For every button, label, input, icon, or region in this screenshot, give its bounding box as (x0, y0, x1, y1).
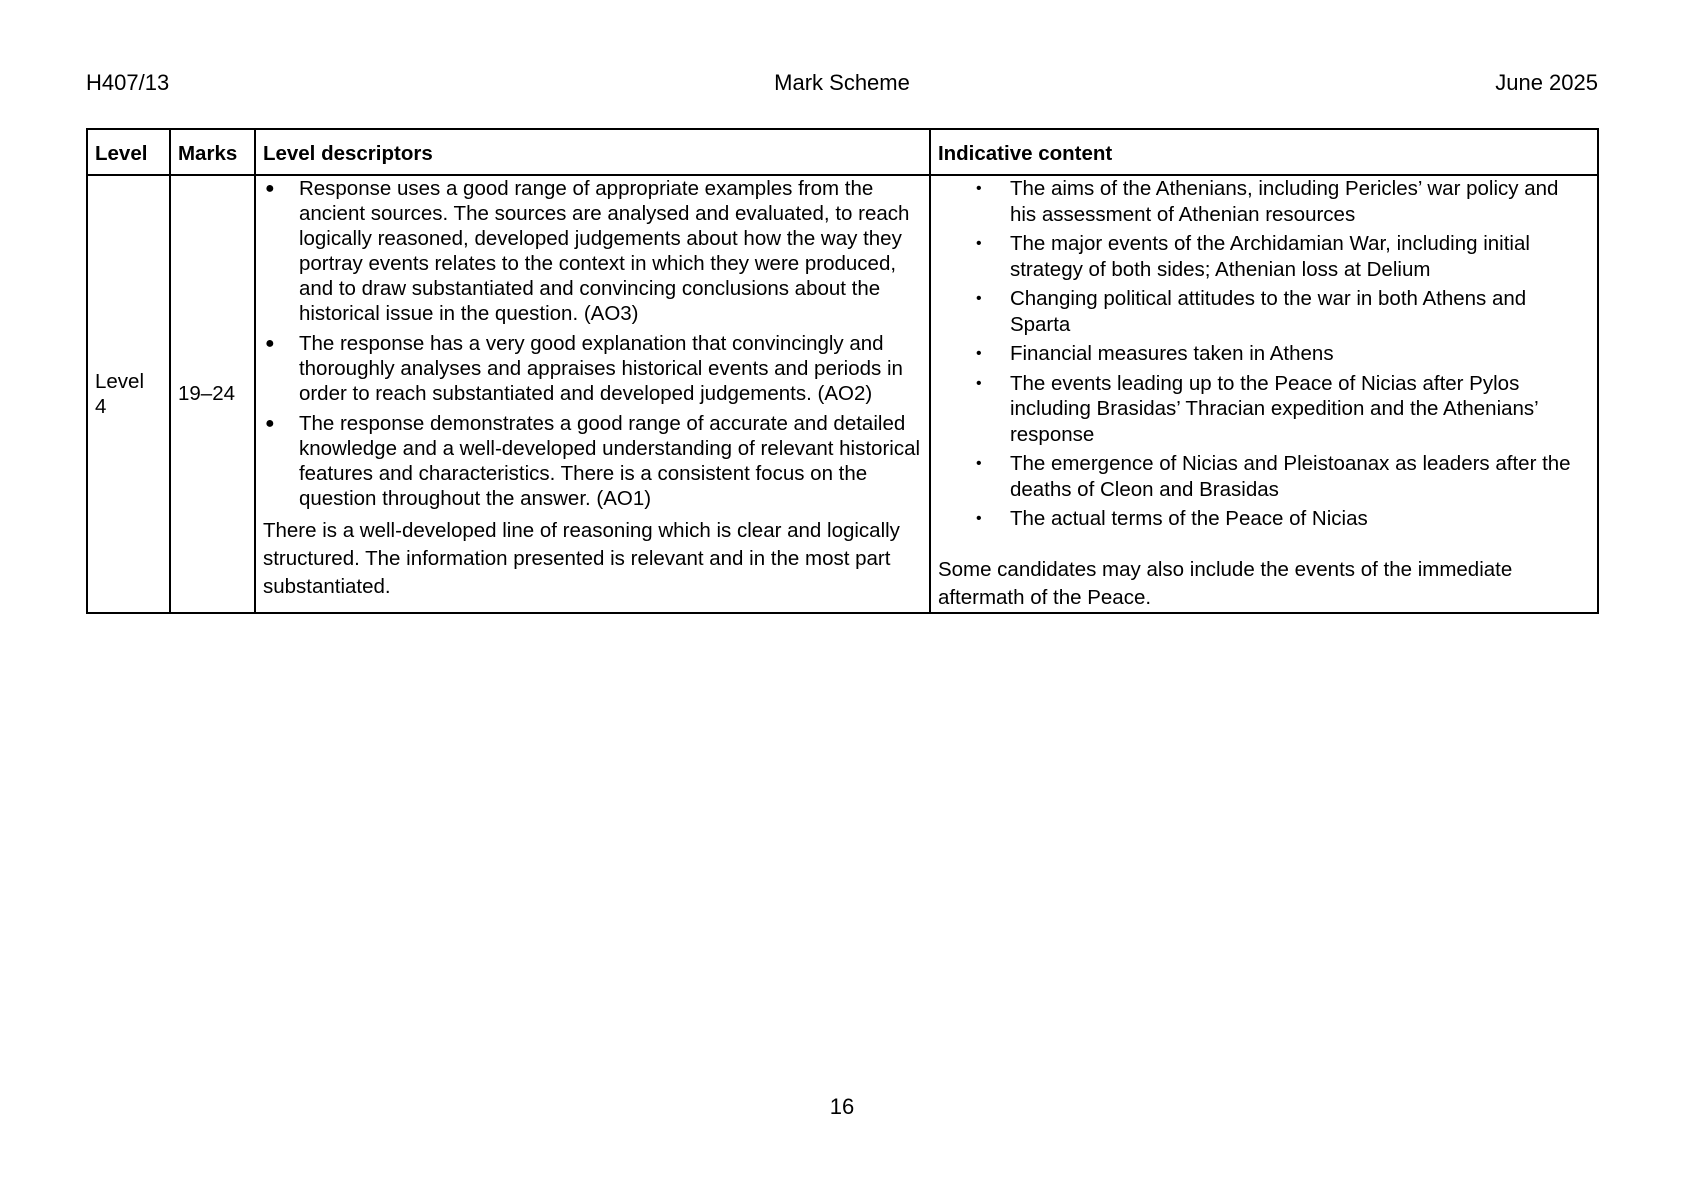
list-item (263, 331, 922, 406)
column-header-level: Level (87, 129, 170, 175)
column-header-indicative-content: Indicative content (930, 129, 1598, 175)
list-item (938, 286, 1590, 337)
descriptor-ao2: The response has a very good explanation that convincingly and thoroughly analyses and appraises historical events and periods in order to reach substantiated and developed judgements. (AO2) (298, 332, 903, 405)
level-descriptors-cell (255, 175, 930, 613)
page-number: 16 (829, 1094, 855, 1119)
page-header (86, 70, 1598, 100)
bullet-icon: • (975, 290, 982, 307)
mark-scheme-table (86, 128, 1599, 614)
list-item (938, 506, 1590, 532)
list-item (938, 176, 1590, 227)
bullet-icon: ● (264, 415, 275, 432)
bullet-icon: • (975, 455, 982, 472)
document-title: Mark Scheme (774, 70, 910, 95)
indicative-list (938, 176, 1590, 532)
bullet-icon: ● (264, 335, 275, 352)
list-item (263, 176, 922, 326)
table-row (87, 175, 1598, 613)
marks-cell (170, 175, 255, 613)
bullet-icon: • (975, 374, 982, 392)
bullet-icon: • (975, 510, 982, 527)
level-cell (87, 175, 170, 613)
indicative-item: Financial measures taken in Athens (1009, 342, 1334, 365)
marks-value: 19–24 (177, 382, 235, 406)
exam-session: June 2025 (1495, 70, 1598, 95)
indicative-item: The major events of the Archidamian War, including initial strategy of both sides; Athenian loss at Delium (1009, 232, 1530, 281)
list-item (938, 341, 1590, 367)
list-item (938, 451, 1590, 502)
descriptor-ao3: Response uses a good range of appropriate examples from the ancient sources. The sources are analysed and evaluated, to reach logically reasoned, developed judgements about how the way they portray events relates to the context in which they were produced, and to draw substantiated and convincing conclusions about the historical issue in the question. (AO3) (298, 177, 910, 325)
list-item (938, 231, 1590, 282)
indicative-content-cell (930, 175, 1598, 613)
column-header-marks: Marks (170, 129, 255, 175)
descriptor-ao1: The response demonstrates a good range of accurate and detailed knowledge and a well-developed understanding of relevant historical features and characteristics. There is a consistent focus on the question throughout the answer. (AO1) (298, 412, 921, 510)
bullet-icon: ● (264, 180, 275, 197)
indicative-item: The events leading up to the Peace of Nicias after Pylos including Brasidas’ Thracian expedition and the Athenians’ response (1009, 371, 1538, 446)
reasoning-summary: There is a well-developed line of reasoning which is clear and logically structured. The information presented is relevant and in the most part substantiated. (262, 519, 900, 598)
indicative-item: The aims of the Athenians, including Pericles’ war policy and his assessment of Athenian resources (1009, 177, 1559, 226)
paper-code: H407/13 (86, 70, 170, 95)
descriptor-list (263, 176, 922, 511)
list-item (263, 411, 922, 511)
indicative-item: The actual terms of the Peace of Nicias (1009, 507, 1368, 530)
indicative-item: The emergence of Nicias and Pleistoanax as leaders after the deaths of Cleon and Brasidas (1009, 452, 1571, 501)
indicative-note: Some candidates may also include the events of the immediate aftermath of the Peace. (937, 557, 1513, 609)
table-header-row (87, 129, 1598, 175)
level-value: Level 4 (95, 369, 145, 418)
bullet-icon: • (975, 345, 982, 362)
column-header-level-descriptors: Level descriptors (255, 129, 930, 175)
indicative-item: Changing political attitudes to the war in both Athens and Sparta (1009, 287, 1527, 336)
list-item (938, 371, 1590, 448)
bullet-icon: • (975, 235, 982, 252)
bullet-icon: • (975, 180, 982, 197)
